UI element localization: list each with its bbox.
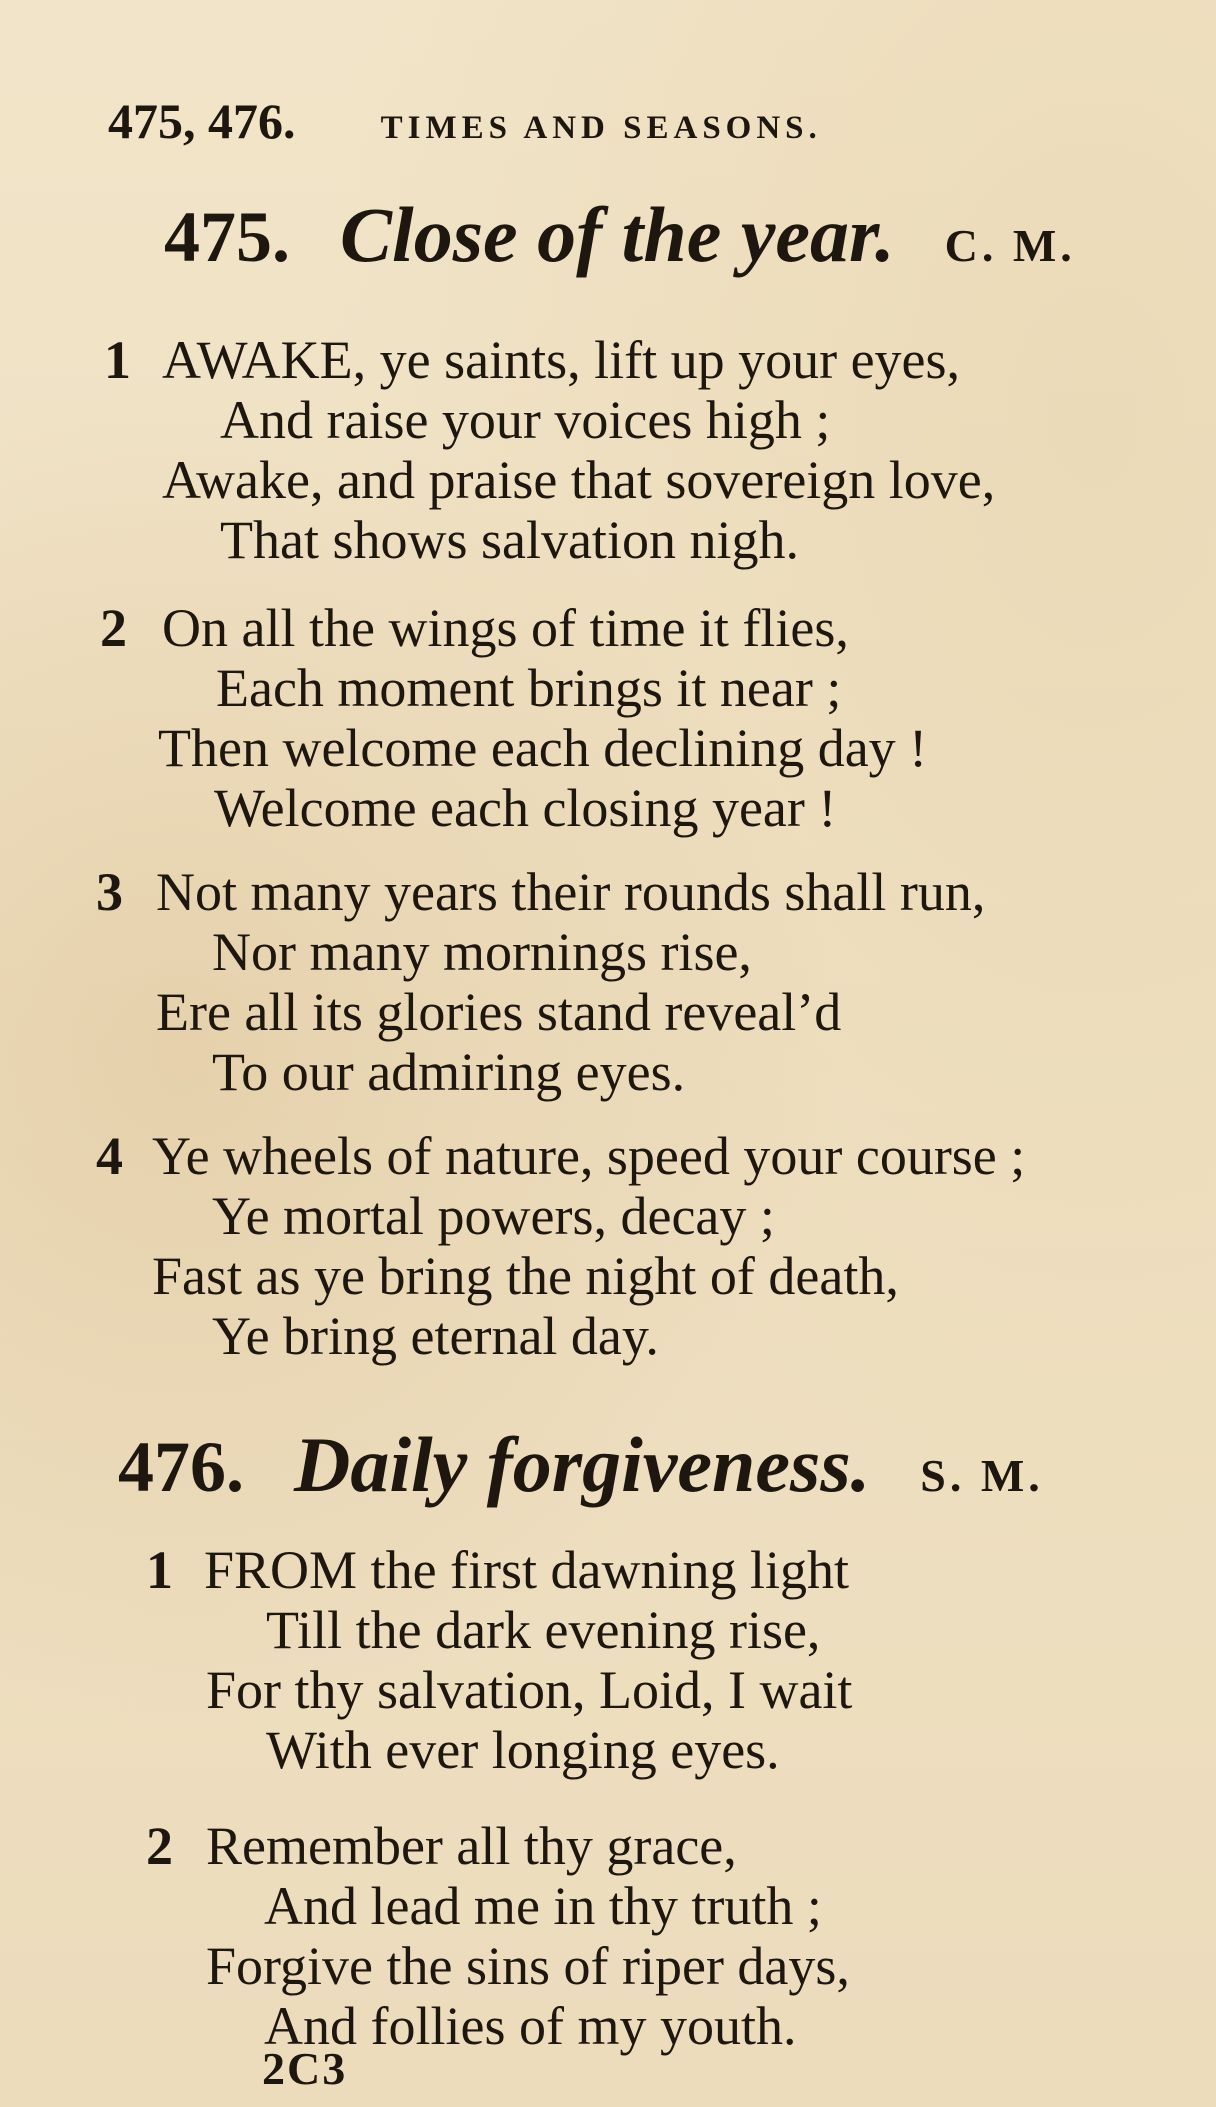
stanza-number: 3 (96, 862, 123, 922)
verse-line: Then welcome each declining day ! (158, 718, 928, 778)
verse-line: Fast as ye bring the night of death, (152, 1246, 899, 1306)
stanza-number: 2 (100, 598, 127, 658)
verse-line: For thy salvation, Loid, I wait (206, 1660, 853, 1720)
hymn-title: Daily forgiveness. (294, 1421, 871, 1508)
verse-line: Each moment brings it near ; (216, 658, 842, 718)
stanza-number: 4 (96, 1126, 123, 1186)
verse-line: Welcome each closing year ! (214, 778, 837, 838)
running-head (108, 92, 822, 150)
hymn-number: 475. (164, 197, 290, 277)
verse-line: Ere all its glories stand reveal’d (156, 982, 842, 1042)
verse-line: Nor many mornings rise, (212, 922, 752, 982)
verse-line: Not many years their rounds shall run, (156, 862, 986, 922)
verse-line: Ye bring eternal day. (212, 1306, 659, 1366)
page-folio: 2C3 (262, 2043, 348, 2094)
hymn-title: Close of the year. (340, 191, 895, 278)
hymn-number: 476. (118, 1427, 244, 1507)
hymn-meter: S. M. (920, 1450, 1044, 1501)
verse-line: With ever longing eyes. (266, 1720, 780, 1780)
verse-line: Forgive the sins of riper days, (206, 1936, 850, 1996)
verse-line: On all the wings of time it flies, (162, 598, 849, 658)
verse-line: And follies of my youth. (264, 1996, 797, 2056)
hymn-meter: C. M. (944, 220, 1076, 271)
verse-line: And raise your voices high ; (220, 390, 831, 450)
verse-line: And lead me in thy truth ; (264, 1876, 822, 1936)
verse-line: To our admiring eyes. (212, 1042, 686, 1102)
verse-line: AWAKE, ye saints, lift up your eyes, (162, 330, 961, 390)
verse-line: That shows salvation nigh. (220, 510, 799, 570)
stanza-number: 1 (104, 330, 131, 390)
verse-line: Till the dark evening rise, (266, 1600, 821, 1660)
verse-line: FROM the first dawning light (204, 1540, 849, 1600)
hymn-475-heading (164, 190, 1076, 280)
stanza-number: 2 (146, 1816, 173, 1876)
running-head-title: TIMES AND SEASONS. (380, 110, 822, 146)
running-head-numbers: 475, 476. (108, 93, 296, 149)
verse-line: Ye mortal powers, decay ; (212, 1186, 775, 1246)
verse-line: Ye wheels of nature, speed your course ; (152, 1126, 1026, 1186)
verse-line: Awake, and praise that sovereign love, (162, 450, 996, 510)
hymn-476-heading (118, 1420, 1044, 1510)
stanza-number: 1 (146, 1540, 173, 1600)
verse-line: Remember all thy grace, (206, 1816, 737, 1876)
